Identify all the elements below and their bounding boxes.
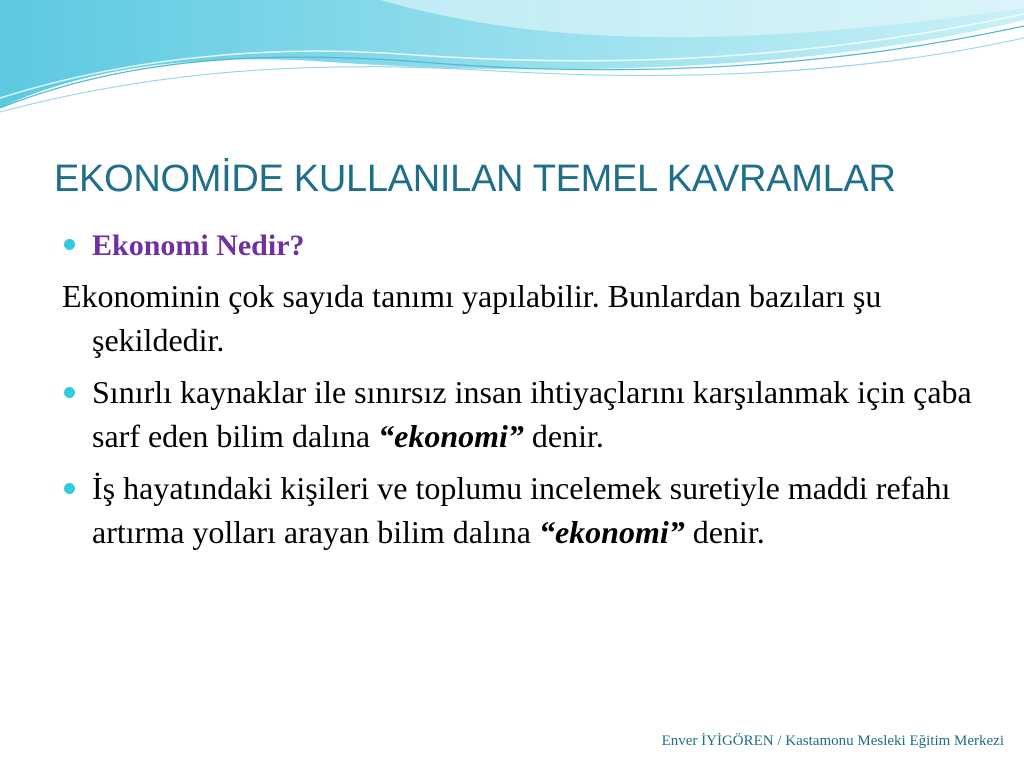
- definition-item: [62, 466, 992, 554]
- header-wave-decoration: [0, 0, 1024, 120]
- intro-paragraph: Ekonominin çok sayıda tanımı yapılabilir. Bunlardan bazıları şu şekildedir.: [62, 278, 882, 358]
- footer-credit: Enver İYİGÖREN / Kastamonu Mesleki Eğitim Merkezi: [661, 733, 1004, 749]
- definition-item: [62, 370, 992, 458]
- slide-body: [62, 222, 992, 554]
- bullet-icon: [64, 387, 75, 398]
- definition-suffix: denir.: [531, 418, 604, 454]
- definition-term: “ekonomi”: [378, 418, 524, 454]
- definition-text: İş hayatındaki kişileri ve toplumu incelemek suretiyle maddi refahı artırma yolları arayan bilim dalına: [92, 470, 951, 550]
- definition-term: “ekonomi”: [538, 514, 685, 550]
- bullet-icon: [64, 483, 75, 494]
- question-item: [62, 222, 992, 268]
- definition-suffix: denir.: [692, 514, 765, 550]
- bullet-icon: [64, 239, 75, 250]
- slide-title: EKONOMİDE KULLANILAN TEMEL KAVRAMLAR: [54, 158, 896, 200]
- question-heading: Ekonomi Nedir?: [92, 229, 305, 262]
- definition-text: Sınırlı kaynaklar ile sınırsız insan ihtiyaçlarını karşılanmak için çaba sarf eden bilim dalına: [92, 374, 972, 454]
